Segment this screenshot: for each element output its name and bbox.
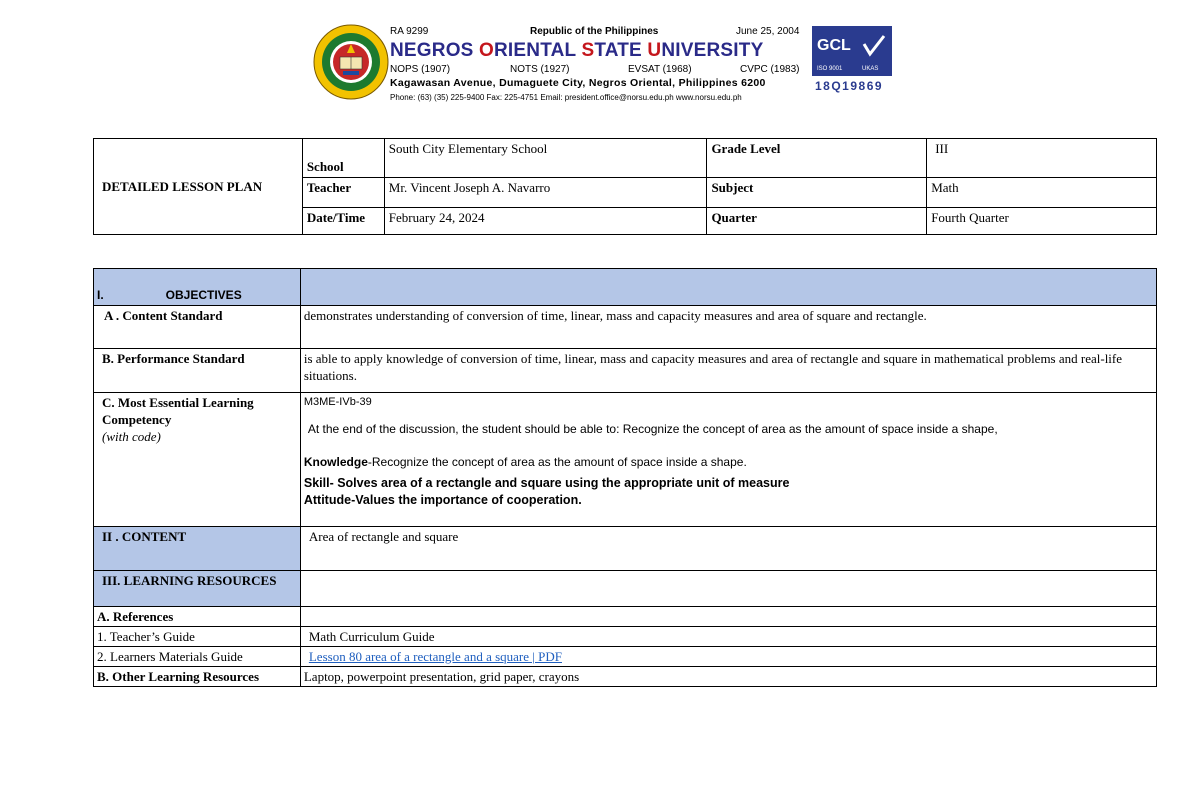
content-heading: II . CONTENT	[94, 527, 301, 571]
school-label: School	[302, 139, 384, 178]
date-time-value: February 24, 2024	[384, 208, 707, 235]
knowledge-label: Knowledge	[303, 455, 368, 469]
history-cvpc: CVPC (1983)	[740, 64, 800, 75]
quarter-value: Fourth Quarter	[927, 208, 1157, 235]
content-standard-label: A . Content Standard	[94, 306, 301, 349]
performance-standard-value: is able to apply knowledge of conversion of time, linear, mass and capacity measures and area of rectangle and square in mathematical problems and real-life situations.	[300, 349, 1156, 393]
objectives-number: I.	[97, 288, 104, 302]
objectives-heading-fill	[300, 269, 1156, 306]
republic-line: Republic of the Philippines	[530, 26, 659, 37]
skill-label: Skill	[303, 476, 330, 490]
melc-label: C. Most Essential Learning Competency	[102, 395, 254, 427]
learners-materials-link[interactable]: Lesson 80 area of a rectangle and a square | PDF	[308, 649, 562, 664]
melc-skill	[304, 475, 1153, 492]
other-resources-label: B. Other Learning Resources	[94, 667, 301, 687]
melc-label-cell	[94, 393, 301, 527]
learners-materials-cell	[300, 647, 1156, 667]
learning-resources-heading: III. LEARNING RESOURCES	[94, 571, 301, 607]
university-contact: Phone: (63) (35) 225-9400 Fax: 225-4751 Email: president.office@norsu.edu.ph www.norsu.edu.ph	[390, 93, 742, 102]
cert-gcl-text: GCL	[817, 37, 851, 54]
cert-ukas-text: UKAS	[862, 66, 879, 72]
teacher-value: Mr. Vincent Joseph A. Navarro	[384, 178, 707, 208]
references-label: A. References	[94, 607, 301, 627]
quarter-label: Quarter	[707, 208, 927, 235]
objectives-label: OBJECTIVES	[165, 288, 242, 302]
university-address: Kagawasan Avenue, Dumaguete City, Negros Oriental, Philippines 6200	[390, 77, 766, 89]
melc-attitude	[304, 492, 1153, 509]
objectives-heading	[94, 269, 301, 306]
melc-code: M3ME-IVb-39	[303, 396, 372, 408]
letterhead-text	[390, 26, 810, 122]
lesson-plan-main-table	[93, 268, 1157, 687]
school-value: South City Elementary School	[384, 139, 707, 178]
history-evsat: EVSAT (1968)	[628, 64, 692, 75]
performance-standard-label: B. Performance Standard	[94, 349, 301, 393]
references-fill	[300, 607, 1156, 627]
learners-materials-label: 2. Learners Materials Guide	[94, 647, 301, 667]
history-nots: NOTS (1927)	[510, 64, 570, 75]
knowledge-value: -Recognize the concept of area as the amount of space inside a shape.	[367, 455, 747, 469]
melc-knowledge	[304, 454, 1153, 471]
teachers-guide-value: Math Curriculum Guide	[300, 627, 1156, 647]
history-nops: NOPS (1907)	[390, 64, 451, 75]
charter-date: June 25, 2004	[736, 26, 800, 37]
grade-level-value: III	[927, 139, 1157, 178]
melc-subtitle: (with code)	[102, 429, 161, 444]
teacher-label: Teacher	[302, 178, 384, 208]
cert-iso-text: ISO 9001	[817, 66, 843, 72]
plan-title: DETAILED LESSON PLAN	[94, 139, 303, 235]
ra-number: RA 9299	[390, 26, 429, 37]
melc-value-cell	[300, 393, 1156, 527]
certificate-code: 18Q19869	[815, 79, 884, 93]
skill-value: - Solves area of a rectangle and square using the appropriate unit of measure	[329, 476, 790, 490]
grade-level-label: Grade Level	[707, 139, 927, 178]
learning-resources-fill	[300, 571, 1156, 607]
content-standard-value: demonstrates understanding of conversion of time, linear, mass and capacity measures and area of square and rectangle.	[300, 306, 1156, 349]
attitude-label: Attitude	[303, 493, 352, 507]
subject-value: Math	[927, 178, 1157, 208]
other-resources-value: Laptop, powerpoint presentation, grid paper, crayons	[300, 667, 1156, 687]
university-seal-logo	[313, 24, 389, 100]
teachers-guide-label: 1. Teacher’s Guide	[94, 627, 301, 647]
subject-label: Subject	[707, 178, 927, 208]
date-time-label: Date/Time	[302, 208, 384, 235]
content-value: Area of rectangle and square	[300, 527, 1156, 571]
melc-intro: At the end of the discussion, the student should be able to: Recognize the concept of area as the amount of space inside a shape,	[307, 422, 998, 436]
attitude-value: -Values the importance of cooperation.	[351, 493, 582, 507]
lesson-plan-header-table	[93, 138, 1157, 235]
university-name: NEGROS ORIENTAL STATE UNIVERSITY	[390, 40, 764, 61]
